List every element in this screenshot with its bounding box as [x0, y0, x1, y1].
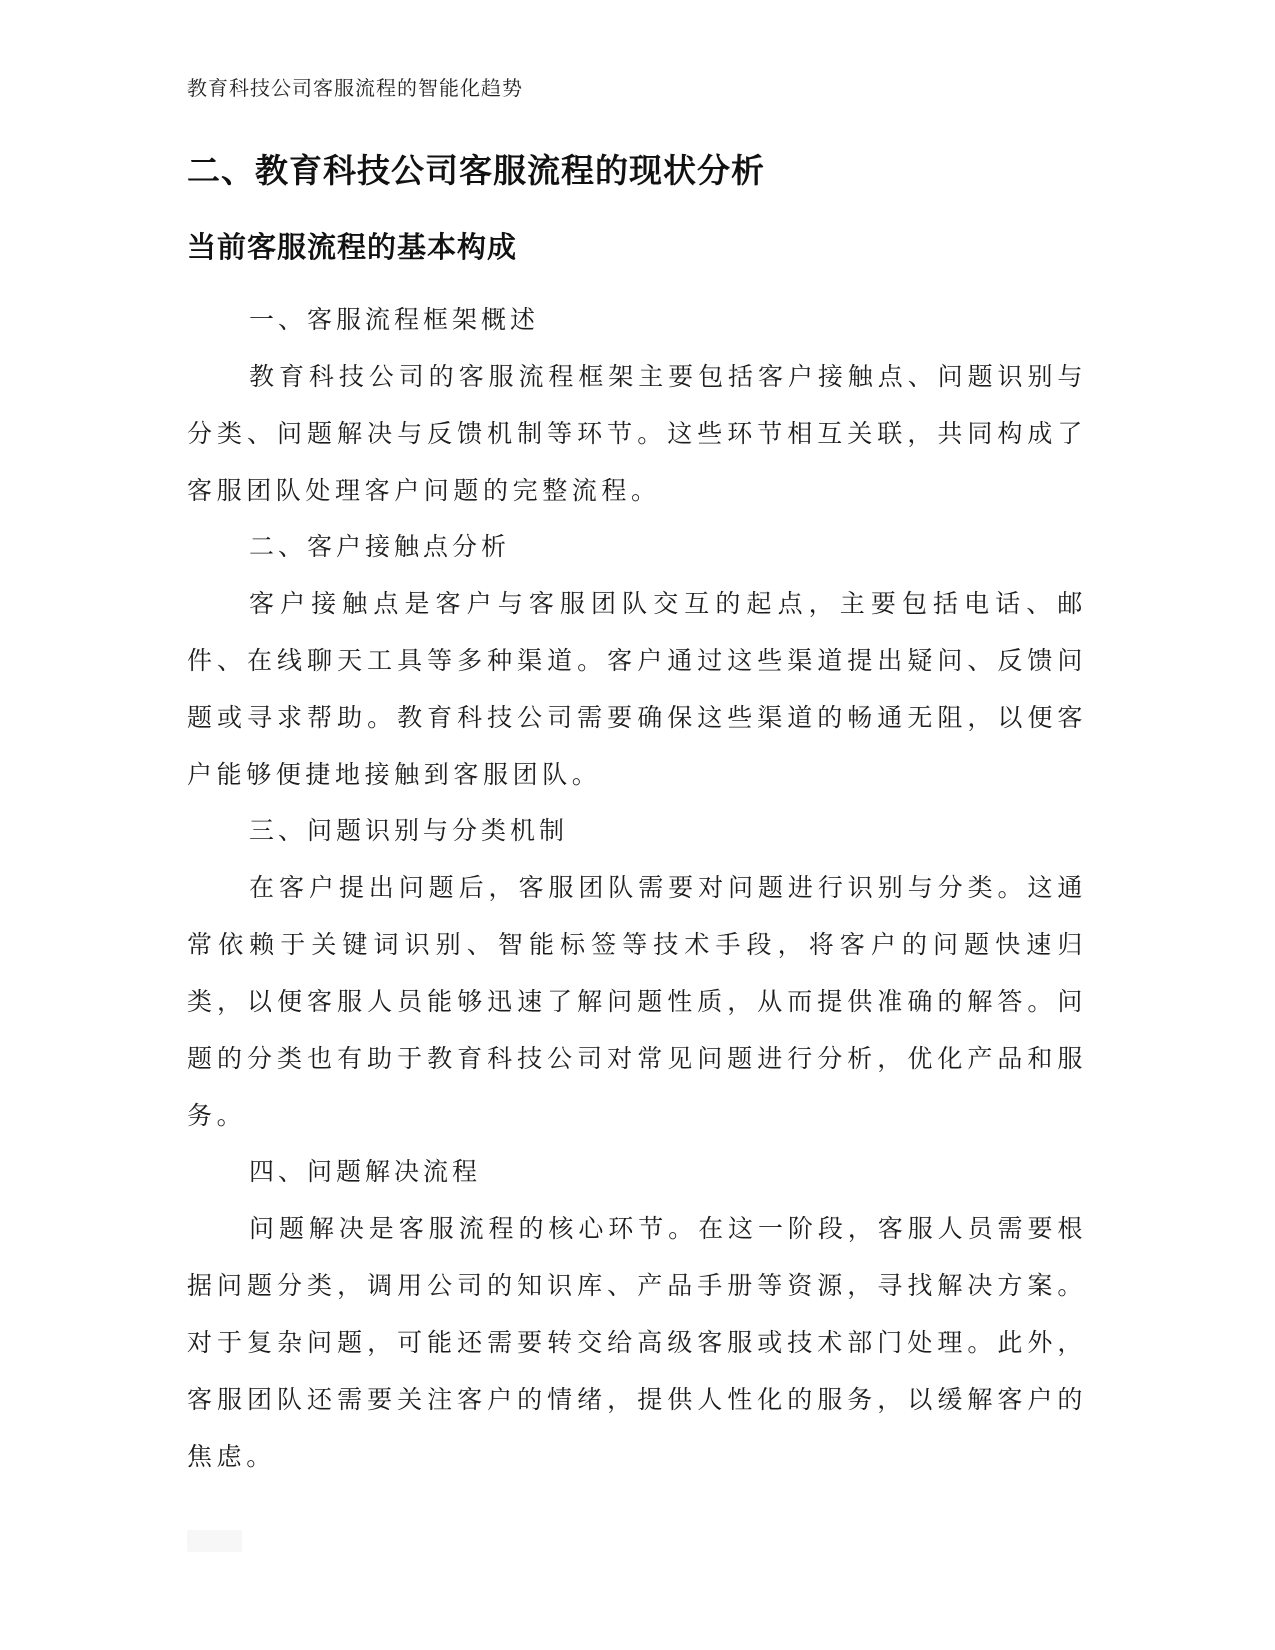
subsection-paragraph-3: 在客户提出问题后，客服团队需要对问题进行识别与分类。这通常依赖于关键词识别、智能标签等技术手段，将客户的问题快速归类，以便客服人员能够迅速了解问题性质，从而提供准确的解答。问题的分类也有助于教育科技公司对常见问题进行分析，优化产品和服务。 — [187, 873, 1087, 1130]
subsection-heading-4: 四、问题解决流程 — [249, 1157, 482, 1186]
subsection-paragraph-4: 问题解决是客服流程的核心环节。在这一阶段，客服人员需要根据问题分类，调用公司的知识库、产品手册等资源，寻找解决方案。对于复杂问题，可能还需要转交给高级客服或技术部门处理。此外，客服团队还需要关注客户的情绪，提供人性化的服务，以缓解客户的焦虑。 — [187, 1214, 1087, 1471]
subsection-heading-3: 三、问题识别与分类机制 — [249, 816, 569, 845]
footer-mark — [187, 1530, 242, 1552]
subsection-heading-2: 二、客户接触点分析 — [249, 532, 511, 561]
document-body — [187, 292, 1087, 1485]
subsection-paragraph-2: 客户接触点是客户与客服团队交互的起点，主要包括电话、邮件、在线聊天工具等多种渠道。客户通过这些渠道提出疑问、反馈问题或寻求帮助。教育科技公司需要确保这些渠道的畅通无阻，以便客户能够便捷地接触到客服团队。 — [187, 589, 1087, 789]
subsection-paragraph-1: 教育科技公司的客服流程框架主要包括客户接触点、问题识别与分类、问题解决与反馈机制等环节。这些环节相互关联，共同构成了客服团队处理客户问题的完整流程。 — [187, 362, 1087, 505]
chapter-title: 二、教育科技公司客服流程的现状分析 — [187, 151, 765, 190]
running-header: 教育科技公司客服流程的智能化趋势 — [187, 76, 523, 100]
section-title: 当前客服流程的基本构成 — [187, 230, 518, 264]
subsection-heading-1: 一、客服流程框架概述 — [249, 305, 540, 334]
